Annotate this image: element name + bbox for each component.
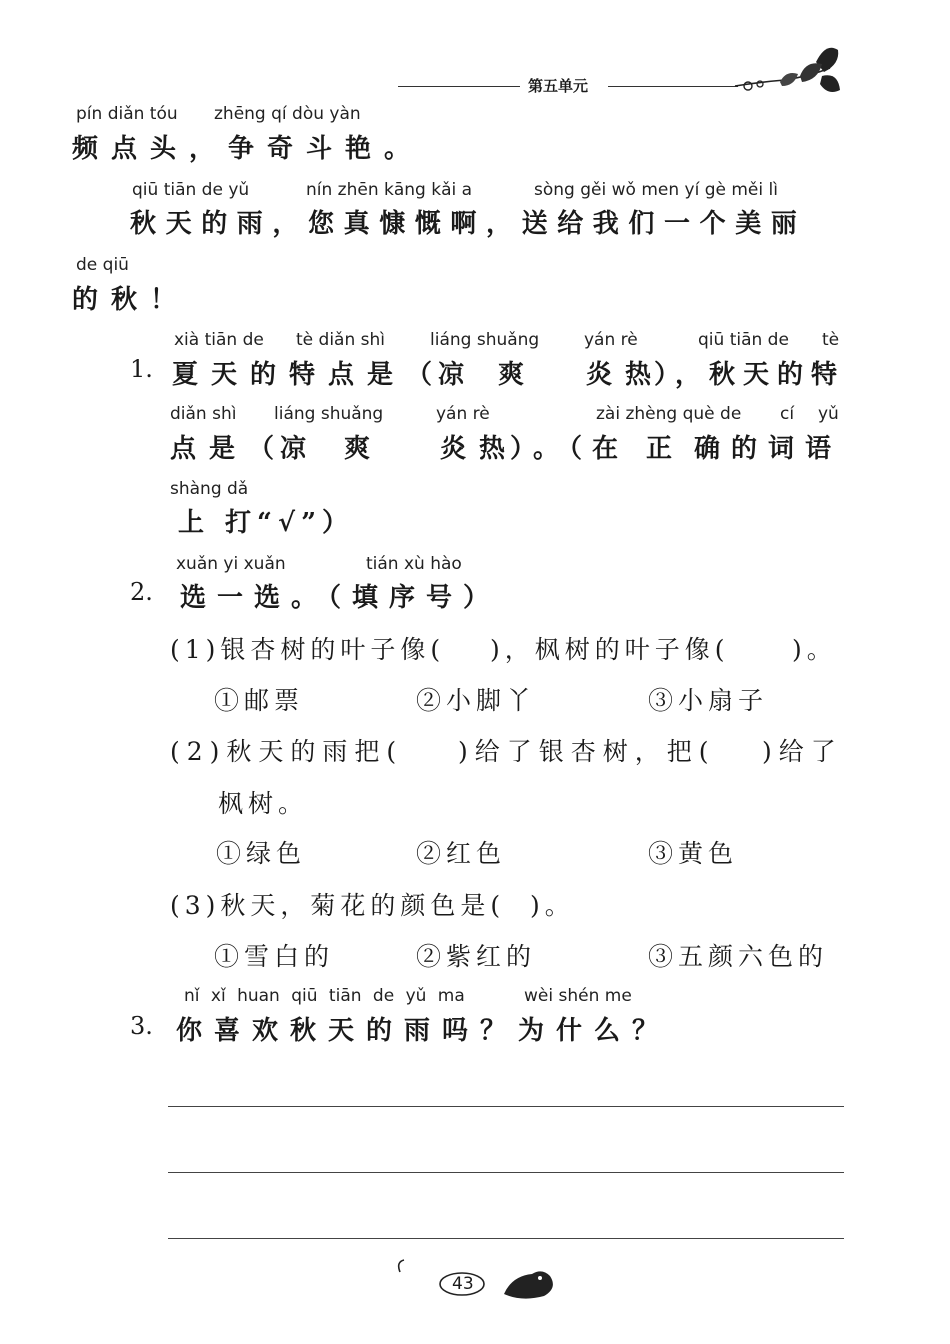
page-number: 43: [452, 1274, 474, 1294]
pinyin-q1-a4: yán rè: [584, 330, 638, 350]
q2-2-prompt-b: )给了银杏树，把(: [458, 737, 716, 766]
q1-text-a2: ），秋天的特: [654, 360, 846, 390]
q1-text-a1: 夏天的特点是（: [172, 360, 446, 390]
q2-2-prompt-a: (2)秋天的雨把(: [170, 737, 404, 766]
q3-text: 你喜欢秋天的雨吗？为什么？: [176, 1016, 671, 1046]
q1-text-b4: 确的词语: [694, 434, 843, 464]
passage-line-2: 秋天的雨，您真慷慨啊，送给我们一个美丽: [130, 209, 807, 239]
q1-option-cool-a[interactable]: 凉: [438, 360, 478, 390]
header-rule-right: [608, 86, 738, 87]
q2-1-prompt-c: )。: [792, 635, 837, 664]
pinyin-q1-a1: xià tiān de: [174, 330, 264, 350]
q2-3-prompt-b: )。: [530, 891, 575, 920]
pinyin-q1-c: shàng dǎ: [170, 479, 249, 499]
q2-3-option-1[interactable]: ①雪白的: [214, 942, 335, 971]
q2-1-prompt-b: )，枫树的叶子像(: [490, 635, 730, 664]
header-rule-left: [398, 86, 520, 87]
pinyin-q1-b6: yǔ: [818, 404, 839, 424]
pinyin-passage-3: de qiū: [76, 255, 129, 275]
q2-number: 2.: [130, 578, 153, 606]
pinyin-passage-1a: pín diǎn tóu: [76, 104, 178, 124]
leaf-decoration-icon: [730, 42, 845, 102]
pinyin-q1-a3: liáng shuǎng: [430, 330, 540, 350]
answer-line-3[interactable]: [168, 1238, 844, 1239]
pinyin-q1-a2: tè diǎn shì: [296, 330, 385, 350]
pinyin-q2-a: xuǎn yi xuǎn: [176, 554, 286, 574]
q1-text-b3: 正: [646, 434, 686, 464]
q2-1-option-3[interactable]: ③小扇子: [648, 686, 769, 715]
q2-3-prompt-a: (3)秋天，菊花的颜色是(: [170, 891, 506, 920]
q2-2-option-2[interactable]: ②红色: [416, 839, 507, 868]
page-number-badge-icon: [392, 1254, 572, 1304]
q1-option-cool-b2[interactable]: 爽: [344, 434, 384, 464]
q1-option-cool-b1[interactable]: 凉: [280, 434, 320, 464]
q3-number: 3.: [130, 1012, 153, 1040]
pinyin-q1-b4: zài zhèng què de: [596, 404, 742, 424]
q1-option-hot-a[interactable]: 炎热: [586, 360, 665, 390]
q2-2-option-3[interactable]: ③黄色: [648, 839, 739, 868]
pinyin-q1-b1: diǎn shì: [170, 404, 237, 424]
pinyin-q1-b5: cí: [780, 404, 795, 424]
pinyin-passage-2b: nín zhēn kāng kǎi a: [306, 180, 473, 200]
q1-option-hot-b[interactable]: 炎热: [440, 434, 519, 464]
passage-line-1: 频点头，争奇斗艳。: [72, 134, 424, 164]
q1-text-c: 上 打“√”）: [178, 508, 355, 538]
q2-3-option-3[interactable]: ③五颜六色的: [648, 942, 829, 971]
pinyin-q1-b3: yán rè: [436, 404, 490, 424]
q2-3-option-2[interactable]: ②紫红的: [416, 942, 537, 971]
pinyin-q3-a: nǐ xǐ huan qiū tiān de yǔ ma: [184, 986, 465, 1006]
q2-2-option-1[interactable]: ①绿色: [216, 839, 307, 868]
pinyin-q3-b: wèi shén me: [524, 986, 632, 1006]
q2-1-prompt-a: (1)银杏树的叶子像(: [170, 635, 446, 664]
q2-1-option-1[interactable]: ①邮票: [214, 686, 305, 715]
q1-text-b2: ）。（在: [510, 434, 629, 464]
q1-number: 1.: [130, 355, 153, 383]
pinyin-q1-a6: tè: [822, 330, 840, 350]
unit-title: 第五单元: [528, 77, 589, 95]
passage-line-3: 的秋！: [72, 285, 190, 315]
q2-1-option-2[interactable]: ②小脚丫: [416, 686, 537, 715]
answer-line-2[interactable]: [168, 1172, 844, 1173]
pinyin-q1-b2: liáng shuǎng: [274, 404, 384, 424]
pinyin-passage-2c: sòng gěi wǒ men yí gè měi lì: [534, 180, 778, 200]
pinyin-passage-1b: zhēng qí dòu yàn: [214, 104, 361, 124]
pinyin-passage-2a: qiū tiān de yǔ: [132, 180, 250, 200]
q2-2-prompt-d: 枫树。: [218, 789, 309, 818]
answer-line-1[interactable]: [168, 1106, 844, 1107]
q2-2-prompt-c: )给了: [762, 737, 843, 766]
q2-title: 选一选。（填序号）: [180, 583, 501, 613]
pinyin-q1-a5: qiū tiān de: [698, 330, 789, 350]
q1-option-cool-b[interactable]: 爽: [498, 360, 538, 390]
pinyin-q2-b: tián xù hào: [366, 554, 462, 574]
q1-text-b1: 点是（: [170, 434, 288, 464]
